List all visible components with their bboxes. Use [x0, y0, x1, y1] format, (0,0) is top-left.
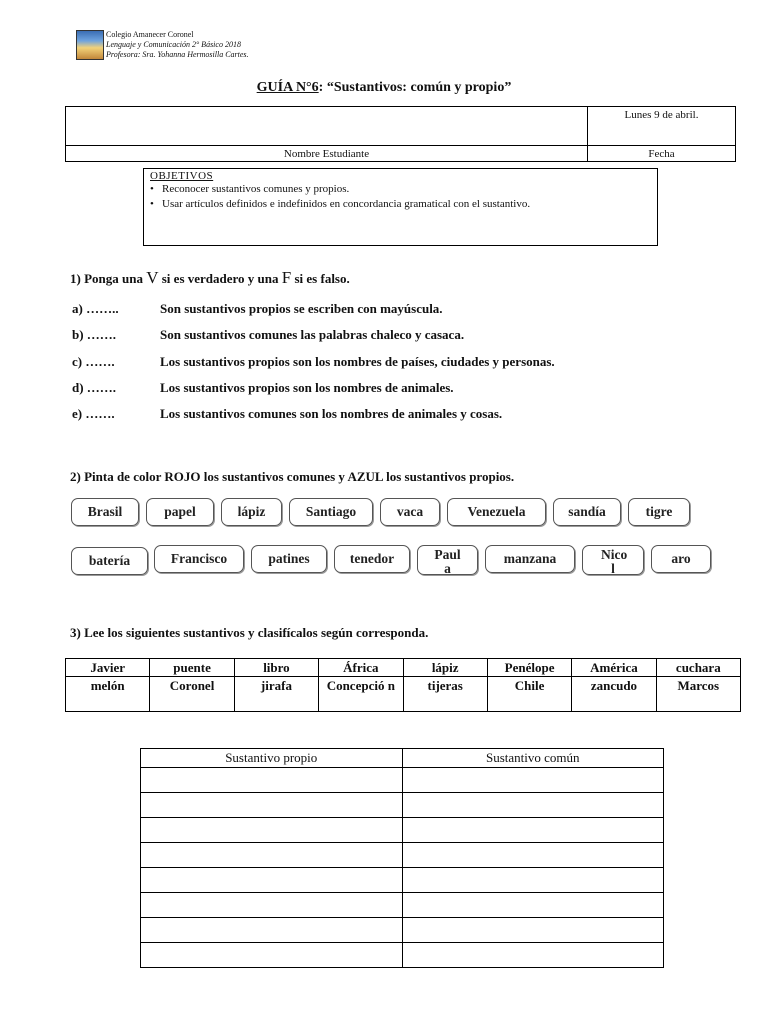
answer-cell[interactable] [402, 843, 664, 868]
word-cell: tijeras [403, 677, 487, 712]
word-cell: Javier [66, 659, 150, 677]
word-cell: Penélope [487, 659, 571, 677]
objectives-title: OBJETIVOS [150, 170, 214, 182]
answer-cell[interactable] [402, 943, 664, 968]
question-3-title: 3) Lee los siguientes sustantivos y clasifícalos según corresponda. [70, 625, 429, 640]
word-cell: puente [150, 659, 234, 677]
answer-cell[interactable] [141, 893, 403, 918]
answer-cell[interactable] [141, 843, 403, 868]
word-chip[interactable]: aro [651, 545, 711, 573]
word-chip[interactable]: batería [71, 547, 148, 575]
question-1-title: 1) Ponga una V si es verdadero y una F si es falso. [70, 268, 350, 287]
answer-cell[interactable] [141, 768, 403, 793]
objective-item: • Reconocer sustantivos comunes y propios. [150, 183, 350, 195]
tf-item[interactable]: b) ……. Son sustantivos comunes las palabras chaleco y casaca. [72, 327, 465, 342]
guide-number: GUÍA N°6 [256, 80, 319, 95]
answer-cell[interactable] [402, 768, 664, 793]
word-chip[interactable]: Francisco [154, 545, 244, 573]
teacher-line: Profesora: Sra. Yohanna Hermosilla Cartes. [106, 50, 249, 59]
word-cell: Chile [487, 677, 571, 712]
student-info-table [65, 106, 736, 162]
word-chip[interactable]: Venezuela [447, 498, 546, 526]
question-2-title: 2) Pinta de color ROJO los sustantivos comunes y AZUL los sustantivos propios. [70, 469, 515, 484]
answer-cell[interactable] [141, 943, 403, 968]
column-header-common: Sustantivo común [402, 749, 664, 768]
tf-item[interactable]: a) …….. Son sustantivos propios se escriben con mayúscula. [72, 301, 443, 316]
page-title [0, 80, 768, 96]
date-label: Fecha [588, 146, 736, 162]
word-cell: melón [66, 677, 150, 712]
word-cell: libro [234, 659, 318, 677]
answer-cell[interactable] [402, 893, 664, 918]
word-chip[interactable]: Brasil [71, 498, 139, 526]
column-header-proper: Sustantivo propio [141, 749, 403, 768]
word-cell: África [319, 659, 403, 677]
word-cell: zancudo [572, 677, 656, 712]
bullet-icon: • [150, 198, 154, 210]
word-chip[interactable]: vaca [380, 498, 440, 526]
word-chip[interactable]: lápiz [221, 498, 282, 526]
word-cell: América [572, 659, 656, 677]
word-cell: Marcos [656, 677, 740, 712]
answer-cell[interactable] [402, 818, 664, 843]
word-chip[interactable]: Paul a [417, 545, 478, 575]
objective-item: • Usar artículos definidos e indefinidos en concordancia gramatical con el sustantivo. [150, 198, 531, 210]
words-table [65, 658, 741, 712]
school-logo [76, 30, 104, 60]
word-chip[interactable]: Nico l [582, 545, 644, 575]
tf-item[interactable]: e) ……. Los sustantivos comunes son los nombres de animales y cosas. [72, 406, 503, 421]
answer-cell[interactable] [141, 818, 403, 843]
word-chip[interactable]: Santiago [289, 498, 373, 526]
word-chip[interactable]: patines [251, 545, 327, 573]
student-name-field[interactable] [66, 107, 588, 146]
word-cell: Concepció n [319, 677, 403, 712]
word-chip[interactable]: manzana [485, 545, 575, 573]
word-chip[interactable]: sandía [553, 498, 621, 526]
tf-item[interactable]: d) ……. Los sustantivos propios son los nombres de animales. [72, 380, 454, 395]
answer-cell[interactable] [141, 918, 403, 943]
word-chip[interactable]: papel [146, 498, 214, 526]
classification-table [140, 748, 664, 968]
answer-cell[interactable] [141, 868, 403, 893]
answer-cell[interactable] [402, 793, 664, 818]
word-cell: jirafa [234, 677, 318, 712]
guide-topic: : “Sustantivos: común y propio” [318, 80, 512, 95]
answer-cell[interactable] [402, 868, 664, 893]
date-field[interactable]: Lunes 9 de abril. [588, 107, 736, 146]
objectives-box [143, 168, 658, 246]
answer-cell[interactable] [141, 793, 403, 818]
bullet-icon: • [150, 183, 154, 195]
subject-line: Lenguaje y Comunicación 2° Básico 2018 [106, 40, 241, 49]
answer-cell[interactable] [402, 918, 664, 943]
word-cell: lápiz [403, 659, 487, 677]
tf-item[interactable]: c) ……. Los sustantivos propios son los nombres de países, ciudades y personas. [72, 354, 555, 369]
word-cell: Coronel [150, 677, 234, 712]
word-chip[interactable]: tenedor [334, 545, 410, 573]
word-chip[interactable]: tigre [628, 498, 690, 526]
school-name: Colegio Amanecer Coronel [106, 30, 194, 39]
word-cell: cuchara [656, 659, 740, 677]
student-name-label: Nombre Estudiante [66, 146, 588, 162]
school-header [106, 30, 249, 60]
